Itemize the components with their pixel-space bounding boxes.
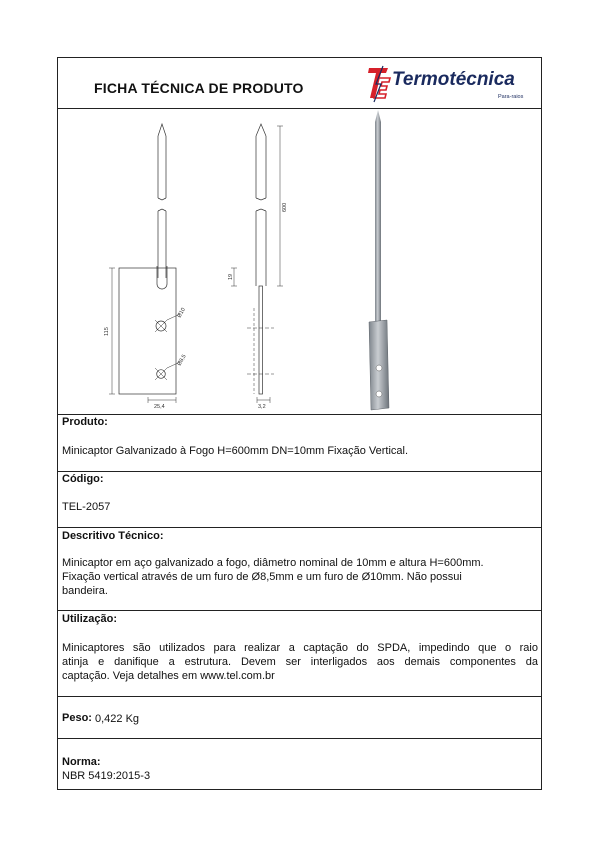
- divider: [58, 738, 541, 739]
- side-view-rod-lower: [256, 211, 266, 286]
- dim-label-115: 115: [104, 327, 110, 336]
- front-view-tip: [158, 124, 166, 136]
- header: [58, 58, 541, 109]
- front-view-plate: [119, 268, 176, 394]
- logo-tagline: Para-raios: [498, 94, 524, 100]
- dim-label-8-5: Ø8,5: [176, 353, 188, 367]
- descritivo-line-1: Minicaptor em aço galvanizado a fogo, diâmetro nominal de 10mm e altura H=600mm.: [62, 557, 484, 569]
- product-render: [369, 110, 389, 410]
- peso-label: Peso:: [62, 712, 92, 724]
- page-title: FICHA TÉCNICA DE PRODUTO: [94, 80, 304, 96]
- norma-label: Norma:: [62, 756, 101, 768]
- utilizacao-line-2: atinja e danifique a estrutura. Devem ser interligados aos demais componentes da: [62, 656, 538, 668]
- descritivo-label: Descritivo Técnico:: [62, 530, 164, 542]
- dim-label-25-4: 25,4: [154, 404, 165, 410]
- company-logo: [366, 62, 541, 106]
- divider: [58, 696, 541, 697]
- side-view-rod-upper: [256, 136, 266, 198]
- logo-monogram-icon: [366, 64, 394, 104]
- descritivo-line-2: Fixação vertical através de um furo de Ø8,5mm e um furo de Ø10mm. Não possui: [62, 571, 462, 583]
- dim-label-10: Ø10: [176, 306, 187, 319]
- side-view-plate: [259, 286, 263, 394]
- front-view-slot: [157, 266, 167, 289]
- dim-label-19: 19: [228, 273, 234, 280]
- norma-value: NBR 5419:2015-3: [62, 770, 151, 782]
- front-view-rod-upper: [158, 136, 166, 198]
- logo-wordmark: Termotécnica: [392, 69, 515, 90]
- side-view-tip: [256, 124, 266, 136]
- dim-label-3-2: 3,2: [258, 404, 266, 410]
- divider: [58, 527, 541, 528]
- divider: [58, 471, 541, 472]
- peso-value: 0,422 Kg: [95, 713, 140, 725]
- produto-label: Produto:: [62, 416, 108, 428]
- codigo-value: TEL-2057: [62, 501, 111, 513]
- divider: [58, 610, 541, 611]
- technical-drawing: [58, 108, 541, 415]
- dim-label-600: 600: [282, 202, 288, 212]
- utilizacao-label: Utilização:: [62, 613, 118, 625]
- product-datasheet: [57, 57, 542, 790]
- utilizacao-line-1: Minicaptores são utilizados para realizar a captação do SPDA, impedindo que o raio: [62, 642, 538, 654]
- produto-value: Minicaptor Galvanizado à Fogo H=600mm DN=10mm Fixação Vertical.: [62, 445, 409, 457]
- utilizacao-line-3: captação. Veja detalhes em www.tel.com.br: [62, 670, 275, 682]
- codigo-label: Código:: [62, 473, 104, 485]
- drawing-canvas: [58, 108, 541, 414]
- descritivo-line-3: bandeira.: [62, 585, 108, 597]
